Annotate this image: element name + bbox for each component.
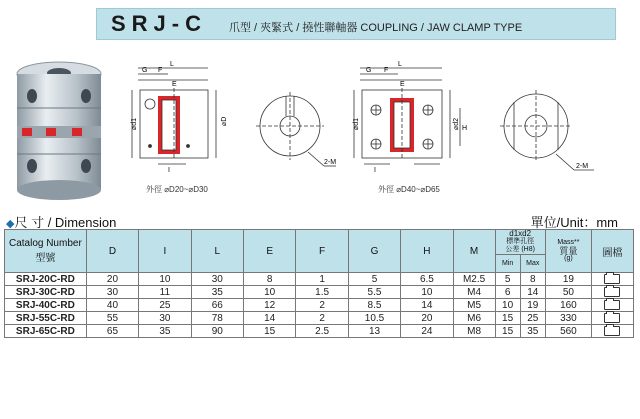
col-d: D: [86, 230, 138, 273]
cell-g: 8.5: [348, 299, 400, 312]
cell-f: 1.5: [296, 286, 348, 299]
cell-cad[interactable]: [591, 312, 633, 325]
cell-i: 10: [139, 273, 191, 286]
cell-e: 15: [243, 325, 295, 338]
cell-g: 5: [348, 273, 400, 286]
dim-label-f: F: [384, 67, 389, 74]
cell-mass: 50: [545, 286, 591, 299]
cell-min: 15: [495, 325, 520, 338]
dim-label-l: L: [170, 61, 174, 68]
col-bore-min: Min: [495, 255, 520, 273]
dim-label-m: 2-M: [576, 163, 589, 170]
cell-h: 20: [401, 312, 453, 325]
cell-i: 30: [139, 312, 191, 325]
cell-h: 14: [401, 299, 453, 312]
col-g: G: [348, 230, 400, 273]
drawing-large-side: [350, 60, 470, 180]
cell-d: 65: [86, 325, 138, 338]
table-row: [5, 286, 634, 299]
cell-min: 10: [495, 299, 520, 312]
cell-l: 78: [191, 312, 243, 325]
cell-model: SRJ-40C-RD: [5, 299, 87, 312]
cell-h: 6.5: [401, 273, 453, 286]
cell-l: 66: [191, 299, 243, 312]
cell-e: 8: [243, 273, 295, 286]
cell-l: 30: [191, 273, 243, 286]
cell-d: 55: [86, 312, 138, 325]
cell-mass: 330: [545, 312, 591, 325]
dim-label-g: G: [142, 67, 148, 74]
cell-h: 10: [401, 286, 453, 299]
cell-l: 90: [191, 325, 243, 338]
cell-i: 25: [139, 299, 191, 312]
cell-f: 2.5: [296, 325, 348, 338]
cell-e: 12: [243, 299, 295, 312]
cell-mass: 19: [545, 273, 591, 286]
table-row: [5, 273, 634, 286]
cell-m: M4: [453, 286, 495, 299]
cell-cad[interactable]: [591, 299, 633, 312]
col-e: E: [243, 230, 295, 273]
cell-cad[interactable]: [591, 325, 633, 338]
cell-g: 13: [348, 325, 400, 338]
folder-icon[interactable]: [604, 326, 620, 336]
cell-h: 24: [401, 325, 453, 338]
cell-model: SRJ-30C-RD: [5, 286, 87, 299]
cell-e: 14: [243, 312, 295, 325]
dim-label-i: I: [374, 167, 376, 174]
col-l: L: [191, 230, 243, 273]
folder-icon[interactable]: [604, 274, 620, 284]
dim-label-f: F: [158, 67, 163, 74]
cell-g: 5.5: [348, 286, 400, 299]
dim-label-d1: ⌀d1: [131, 117, 138, 130]
cell-d: 40: [86, 299, 138, 312]
dim-label-e: E: [172, 81, 177, 88]
cell-f: 1: [296, 273, 348, 286]
cell-min: 5: [495, 273, 520, 286]
cell-max: 25: [520, 312, 545, 325]
col-cad: 圖檔: [591, 230, 633, 273]
col-m: M: [453, 230, 495, 273]
caption-small: 外徑 ⌀D20~⌀D30: [146, 185, 208, 194]
cell-g: 10.5: [348, 312, 400, 325]
dim-label-l: L: [398, 61, 402, 68]
cell-model: SRJ-55C-RD: [5, 312, 87, 325]
cell-max: 19: [520, 299, 545, 312]
table-row: [5, 312, 634, 325]
unit-label: 單位/Unit：mm: [530, 215, 618, 230]
title-banner: [96, 8, 616, 40]
cell-model: SRJ-65C-RD: [5, 325, 87, 338]
cell-f: 2: [296, 312, 348, 325]
cell-m: M8: [453, 325, 495, 338]
folder-icon[interactable]: [604, 300, 620, 310]
table-row: [5, 299, 634, 312]
cell-d: 20: [86, 273, 138, 286]
drawing-small-side: [128, 60, 238, 180]
col-h: H: [401, 230, 453, 273]
figure-area: [0, 46, 640, 206]
cell-max: 35: [520, 325, 545, 338]
folder-icon[interactable]: [604, 313, 620, 323]
col-bore-max: Max: [520, 255, 545, 273]
cell-max: 8: [520, 273, 545, 286]
product-code: SRJ-C: [111, 11, 208, 36]
dim-label-d: ⌀D: [221, 116, 228, 126]
cell-max: 14: [520, 286, 545, 299]
dimension-table: [4, 229, 634, 338]
product-subtitle: 爪型 / 夾緊式 / 撓性聯軸器 COUPLING / JAW CLAMP TYPE: [229, 22, 523, 34]
product-photo: [4, 56, 114, 206]
col-f: F: [296, 230, 348, 273]
dim-label-i: I: [168, 167, 170, 174]
cell-i: 11: [139, 286, 191, 299]
col-bore: d1xd2 標準孔徑 公差 (H8): [495, 230, 545, 255]
dim-label-e: E: [400, 81, 405, 88]
cell-e: 10: [243, 286, 295, 299]
drawing-small-end: [250, 82, 350, 192]
dim-label-g: G: [366, 67, 372, 74]
cell-m: M2.5: [453, 273, 495, 286]
cell-mass: 560: [545, 325, 591, 338]
cell-cad[interactable]: [591, 286, 633, 299]
table-row: [5, 325, 634, 338]
cell-m: M5: [453, 299, 495, 312]
cell-model: SRJ-20C-RD: [5, 273, 87, 286]
cell-min: 15: [495, 312, 520, 325]
cell-f: 2: [296, 299, 348, 312]
col-mass: Mass** 質量 (g): [545, 230, 591, 273]
cell-mass: 160: [545, 299, 591, 312]
dim-label-d2: ⌀d2: [453, 117, 460, 130]
dimension-heading: ◆尺 寸 / Dimension: [6, 215, 117, 230]
col-catalog: Catalog Number 型號: [5, 230, 87, 273]
dim-label-d1: ⌀d1: [353, 117, 360, 130]
drawing-large-end: [490, 82, 614, 192]
col-i: I: [139, 230, 191, 273]
folder-icon[interactable]: [604, 287, 620, 297]
dim-label-m: 2-M: [324, 159, 337, 166]
cell-l: 35: [191, 286, 243, 299]
cell-i: 35: [139, 325, 191, 338]
caption-large: 外徑 ⌀D40~⌀D65: [378, 185, 440, 194]
cell-m: M6: [453, 312, 495, 325]
cell-d: 30: [86, 286, 138, 299]
cell-cad[interactable]: [591, 273, 633, 286]
dim-label-h: H: [462, 125, 468, 132]
cell-min: 6: [495, 286, 520, 299]
diamond-icon: ◆: [6, 218, 15, 230]
